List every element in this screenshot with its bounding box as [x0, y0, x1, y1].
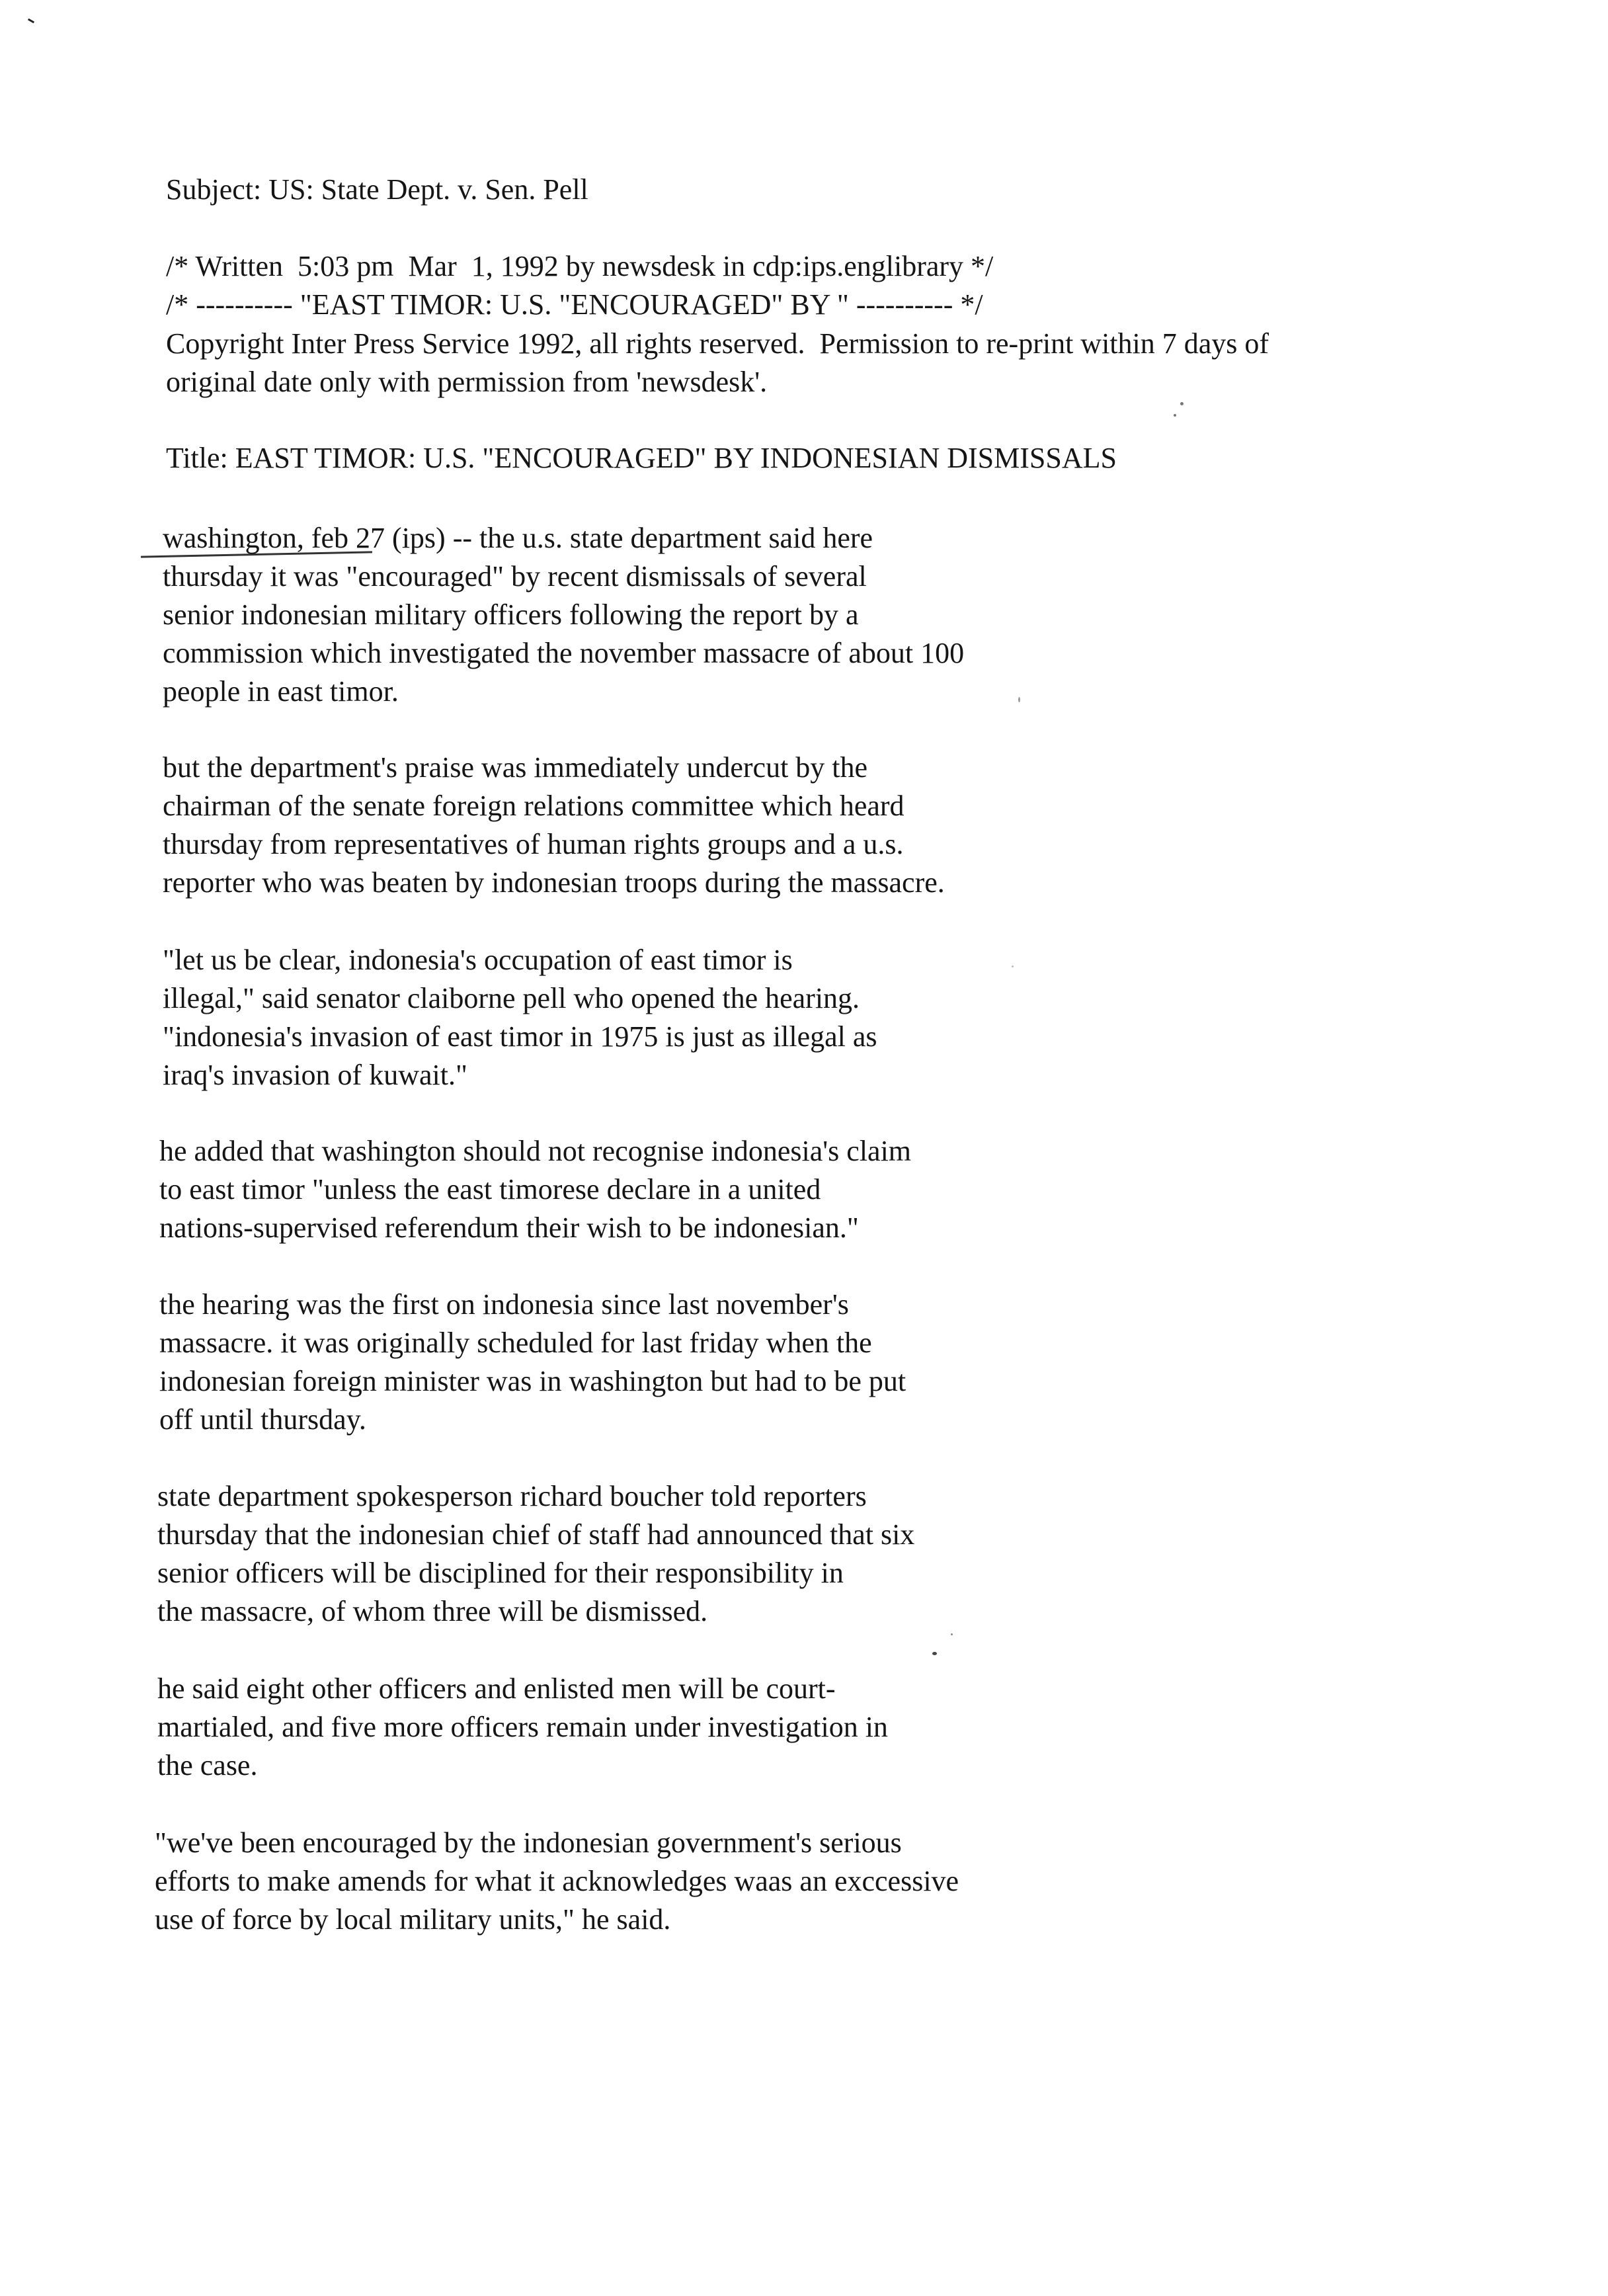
paragraph-line: massacre. it was originally scheduled for last friday when the: [159, 1327, 872, 1359]
copyright-line: original date only with permission from 'newsdesk'.: [166, 366, 768, 398]
article-title: Title: EAST TIMOR: U.S. "ENCOURAGED" BY INDONESIAN DISMISSALS: [166, 442, 1117, 474]
paragraph-line: washington, feb 27 (ips) -- the u.s. state department said here: [163, 522, 873, 554]
paragraph-line: he said eight other officers and enlisted men will be court-: [157, 1672, 836, 1705]
divider-line: /* ---------- "EAST TIMOR: U.S. "ENCOURAGED" BY " ---------- */: [166, 288, 983, 321]
paragraph-line: the case.: [157, 1749, 258, 1782]
scan-speck: [1174, 414, 1176, 417]
paragraph-line: reporter who was beaten by indonesian troops during the massacre.: [163, 866, 945, 899]
paragraph-line: the massacre, of whom three will be dismissed.: [157, 1595, 708, 1627]
paragraph-line: thursday it was "encouraged" by recent dismissals of several: [163, 560, 867, 593]
paragraph-line: he added that washington should not recognise indonesia's claim: [159, 1135, 912, 1167]
scan-speck: [1018, 697, 1020, 702]
paragraph-line: thursday that the indonesian chief of staff had announced that six: [157, 1518, 915, 1551]
paragraph-line: iraq's invasion of kuwait.": [163, 1059, 467, 1091]
paragraph-line: chairman of the senate foreign relations committee which heard: [163, 790, 904, 822]
paragraph-line: state department spokesperson richard boucher told reporters: [157, 1480, 867, 1512]
paragraph-line: the hearing was the first on indonesia since last november's: [159, 1288, 849, 1321]
scan-speck: [1012, 965, 1014, 967]
paragraph-line: senior indonesian military officers following the report by a: [163, 598, 859, 631]
copyright-line: Copyright Inter Press Service 1992, all rights reserved. Permission to re-print within 7 days of: [166, 327, 1269, 360]
paragraph-line: commission which investigated the november massacre of about 100: [163, 637, 965, 669]
corner-mark: [28, 19, 34, 24]
paragraph-line: illegal," said senator claiborne pell who opened the hearing.: [163, 982, 860, 1014]
paragraph-line: "let us be clear, indonesia's occupation of east timor is: [163, 944, 793, 976]
subject-line: Subject: US: State Dept. v. Sen. Pell: [166, 173, 588, 206]
scan-speck: [1180, 402, 1184, 405]
scan-speck: [951, 1633, 953, 1635]
paragraph-line: use of force by local military units," he said.: [155, 1903, 671, 1936]
paragraph-line: senior officers will be disciplined for their responsibility in: [157, 1557, 844, 1589]
paragraph-line: nations-supervised referendum their wish to be indonesian.": [159, 1211, 859, 1244]
paragraph-line: efforts to make amends for what it acknowledges waas an exccessive: [155, 1865, 959, 1897]
paragraph-line: but the department's praise was immediately undercut by the: [163, 751, 868, 784]
paragraph-line: off until thursday.: [159, 1403, 366, 1436]
paragraph-line: thursday from representatives of human rights groups and a u.s.: [163, 828, 904, 860]
scan-speck: [932, 1652, 937, 1655]
paragraph-line: "we've been encouraged by the indonesian government's serious: [155, 1826, 902, 1859]
paragraph-line: "indonesia's invasion of east timor in 1975 is just as illegal as: [163, 1020, 877, 1053]
paragraph-line: martialed, and five more officers remain under investigation in: [157, 1711, 888, 1743]
written-line: /* Written 5:03 pm Mar 1, 1992 by newsdesk in cdp:ips.englibrary */: [166, 250, 994, 282]
paragraph-line: indonesian foreign minister was in washington but had to be put: [159, 1365, 906, 1397]
paragraph-line: to east timor "unless the east timorese declare in a united: [159, 1173, 821, 1206]
paragraph-line: people in east timor.: [163, 675, 399, 708]
